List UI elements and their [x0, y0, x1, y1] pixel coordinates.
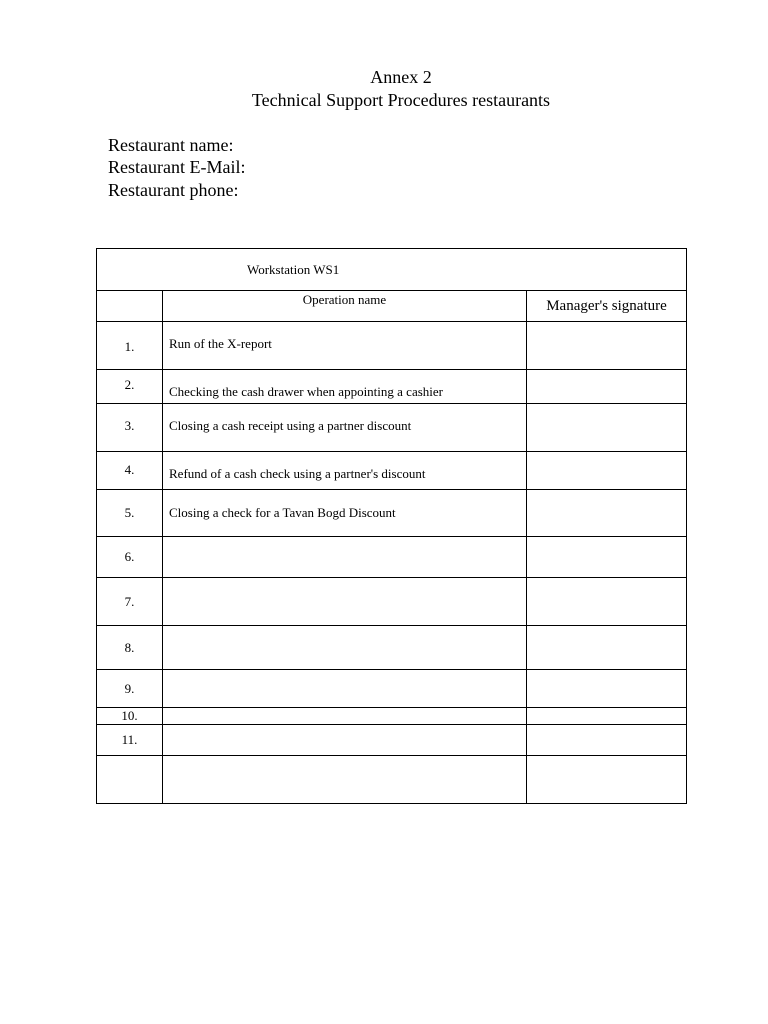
procedures-table — [96, 248, 687, 804]
operation-name: Checking the cash drawer when appointing a cashier — [163, 370, 527, 404]
signature-cell[interactable] — [527, 725, 687, 756]
operation-name: Refund of a cash check using a partner's discount — [163, 452, 527, 490]
signature-cell[interactable] — [527, 626, 687, 670]
row-number: 4. — [97, 452, 163, 490]
header-operation-name: Operation name — [163, 291, 527, 322]
workstation-label: Workstation WS1 — [97, 249, 687, 291]
signature-cell[interactable] — [527, 756, 687, 804]
row-number: 11. — [97, 725, 163, 756]
table-row — [97, 670, 687, 708]
header-row — [97, 291, 687, 322]
operation-name[interactable] — [163, 537, 527, 578]
row-number: 7. — [97, 578, 163, 626]
operation-name[interactable] — [163, 708, 527, 725]
table-row — [97, 626, 687, 670]
operation-name: Run of the X-report — [163, 322, 527, 370]
signature-cell[interactable] — [527, 537, 687, 578]
table-row — [97, 578, 687, 626]
table-row — [97, 725, 687, 756]
row-number: 9. — [97, 670, 163, 708]
table-row — [97, 452, 687, 490]
row-number — [97, 756, 163, 804]
header-manager-signature: Manager's signature — [527, 291, 687, 322]
operation-name[interactable] — [163, 578, 527, 626]
table-row — [97, 404, 687, 452]
row-number: 3. — [97, 404, 163, 452]
signature-cell[interactable] — [527, 370, 687, 404]
operation-name[interactable] — [163, 626, 527, 670]
signature-cell[interactable] — [527, 490, 687, 537]
row-number: 6. — [97, 537, 163, 578]
table-row — [97, 756, 687, 804]
signature-cell[interactable] — [527, 578, 687, 626]
workstation-row — [97, 249, 687, 291]
row-number: 1. — [97, 322, 163, 370]
operation-name[interactable] — [163, 670, 527, 708]
signature-cell[interactable] — [527, 708, 687, 725]
table-row — [97, 708, 687, 725]
row-number: 5. — [97, 490, 163, 537]
header-number — [97, 291, 163, 322]
restaurant-phone-label: Restaurant phone: — [108, 180, 239, 200]
signature-cell[interactable] — [527, 452, 687, 490]
row-number: 10. — [97, 708, 163, 725]
table-row — [97, 537, 687, 578]
signature-cell[interactable] — [527, 670, 687, 708]
operation-name: Closing a cash receipt using a partner discount — [163, 404, 527, 452]
signature-cell[interactable] — [527, 322, 687, 370]
signature-cell[interactable] — [527, 404, 687, 452]
table-row — [97, 322, 687, 370]
row-number: 8. — [97, 626, 163, 670]
table-row — [97, 370, 687, 404]
operation-name[interactable] — [163, 756, 527, 804]
operation-name[interactable] — [163, 725, 527, 756]
row-number: 2. — [97, 370, 163, 404]
restaurant-name-label: Restaurant name: — [108, 135, 234, 155]
restaurant-email-label: Restaurant E-Mail: — [108, 157, 246, 177]
table-row — [97, 490, 687, 537]
document-title: Technical Support Procedures restaurants — [251, 90, 551, 110]
operation-name: Closing a check for a Tavan Bogd Discount — [163, 490, 527, 537]
annex-label: Annex 2 — [370, 67, 432, 87]
